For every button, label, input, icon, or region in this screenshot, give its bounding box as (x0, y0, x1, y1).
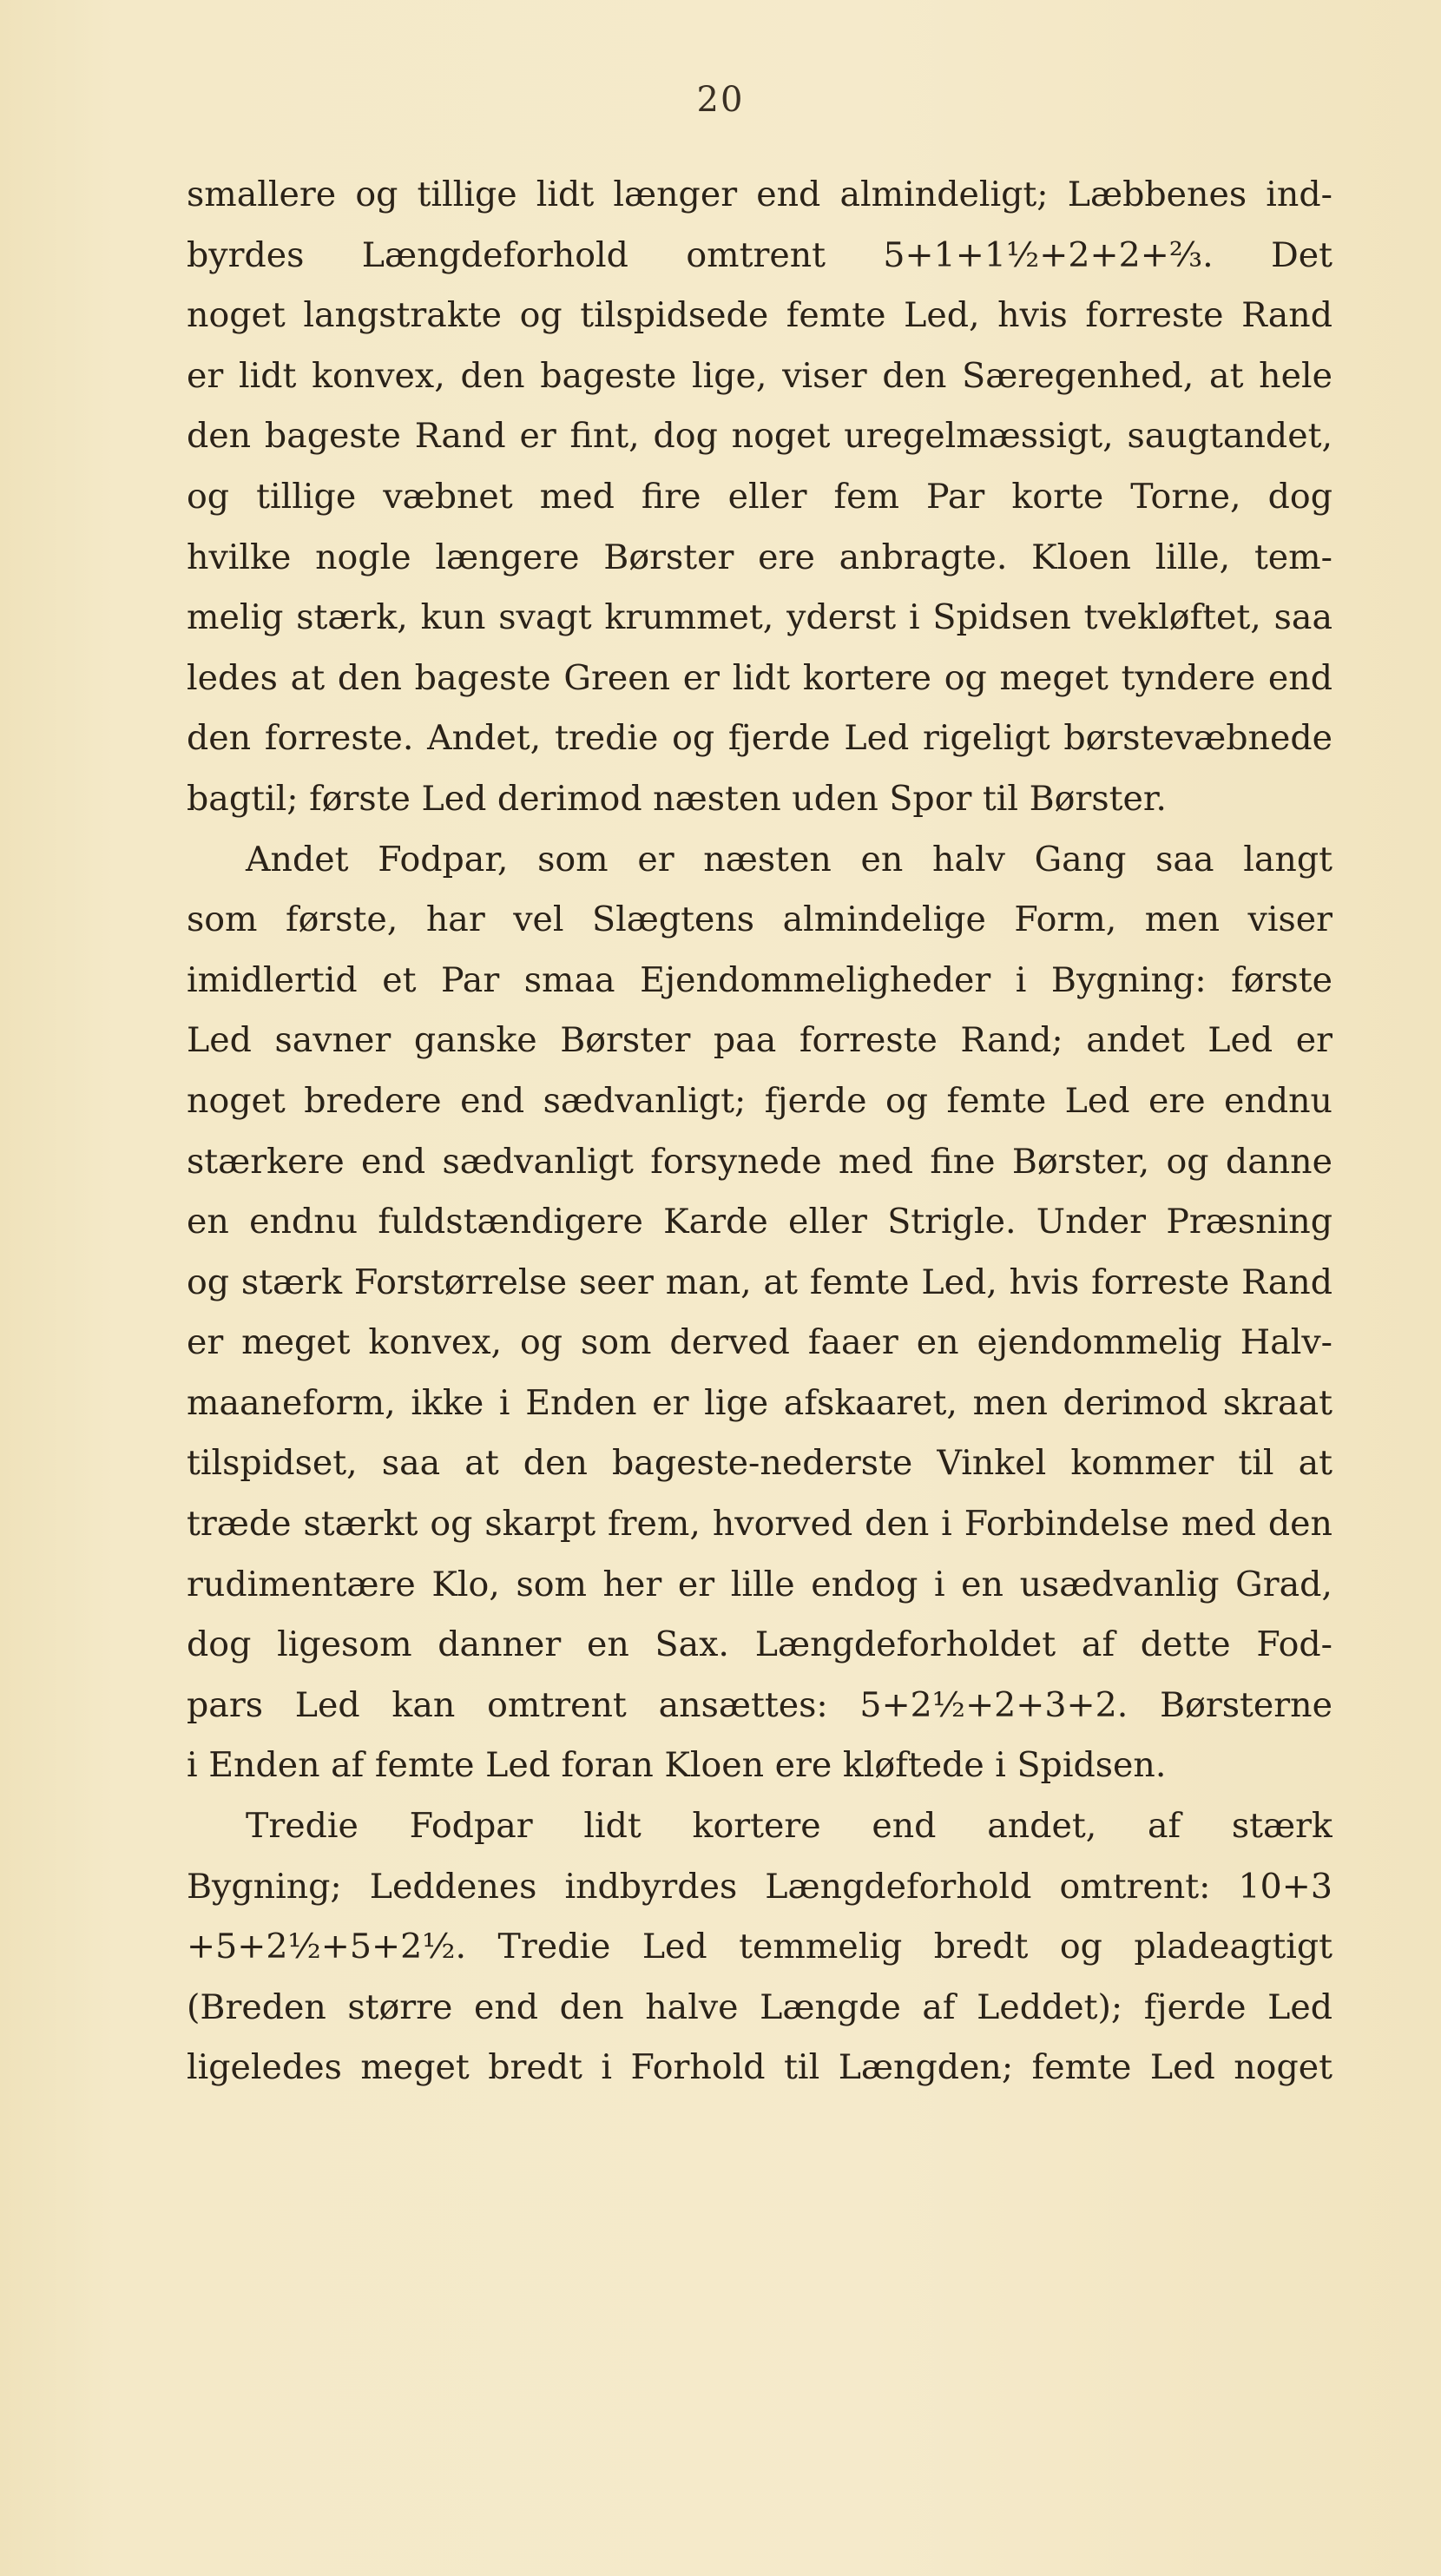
text-line: noget langstrakte og tilspidsede femte Led, hvis forreste Rand (187, 295, 1332, 336)
text-line: Bygning; Leddenes indbyrdes Længdeforhold omtrent: 10+3 (187, 1866, 1332, 1907)
text-line: og tillige væbnet med fire eller fem Par korte Torne, dog (187, 476, 1332, 517)
page-number: 20 (696, 80, 745, 120)
text-line: hvilke nogle længere Børster ere anbragte. Kloen lille, tem- (187, 537, 1332, 577)
text-line: er lidt konvex, den bageste lige, viser den Særegenhed, at hele (187, 355, 1332, 396)
text-line: stærkere end sædvanligt forsynede med fine Børster, og danne (187, 1141, 1332, 1182)
text-line: som første, har vel Slægtens almindelige Form, men viser (187, 899, 1332, 940)
text-line: tilspidset, saa at den bageste-nederste Vinkel kommer til at (187, 1443, 1332, 1484)
text-line: den bageste Rand er fint, dog noget uregelmæssigt, saugtandet, (187, 416, 1332, 457)
text-line: bagtil; første Led derimod næsten uden Spor til Børster. (187, 778, 1167, 819)
body-text (187, 165, 1332, 2098)
text-line: dog ligesom danner en Sax. Længdeforholdet af dette Fod- (187, 1624, 1332, 1665)
text-line: maaneform, ikke i Enden er lige afskaaret, men derimod skraat (187, 1382, 1332, 1423)
text-line: ligeledes meget bredt i Forhold til Længden; femte Led noget (187, 2047, 1332, 2088)
text-line: pars Led kan omtrent ansættes: 5+2½+2+3+2. Børsterne (187, 1684, 1332, 1725)
text-line: melig stærk, kun svagt krummet, yderst i Spidsen tvekløftet, saa (187, 597, 1332, 638)
text-line: en endnu fuldstændigere Karde eller Strigle. Under Præsning (187, 1202, 1332, 1242)
text-line: imidlertid et Par smaa Ejendommeligheder i Bygning: første (187, 959, 1332, 1000)
text-line: og stærk Forstørrelse seer man, at femte Led, hvis forreste Rand (187, 1262, 1332, 1302)
text-line: Tredie Fodpar lidt kortere end andet, af stærk (246, 1806, 1332, 1847)
text-line: Andet Fodpar, som er næsten en halv Gang saa langt (246, 839, 1332, 880)
text-line: er meget konvex, og som derved faaer en ejendommelig Halv- (187, 1322, 1332, 1363)
text-line: træde stærkt og skarpt frem, hvorved den i Forbindelse med den (187, 1504, 1332, 1545)
text-line: rudimentære Klo, som her er lille endog i en usædvanlig Grad, (187, 1564, 1332, 1604)
text-line: Led savner ganske Børster paa forreste Rand; andet Led er (187, 1020, 1332, 1061)
text-line: +5+2½+5+2½. Tredie Led temmelig bredt og pladeagtigt (187, 1927, 1332, 1967)
text-line: noget bredere end sædvanligt; fjerde og femte Led ere endnu (187, 1080, 1332, 1121)
text-line: byrdes Længdeforhold omtrent 5+1+1½+2+2+⅔. Det (187, 234, 1332, 275)
text-line: den forreste. Andet, tredie og fjerde Led rigeligt børstevæbnede (187, 718, 1332, 759)
text-line: (Breden større end den halve Længde af Leddet); fjerde Led (187, 1986, 1332, 2027)
text-line: ledes at den bageste Green er lidt kortere og meget tyndere end (187, 657, 1332, 698)
text-line: i Enden af femte Led foran Kloen ere kløftede i Spidsen. (187, 1745, 1167, 1786)
text-line: smallere og tillige lidt længer end almindeligt; Læbbenes ind- (187, 175, 1332, 214)
